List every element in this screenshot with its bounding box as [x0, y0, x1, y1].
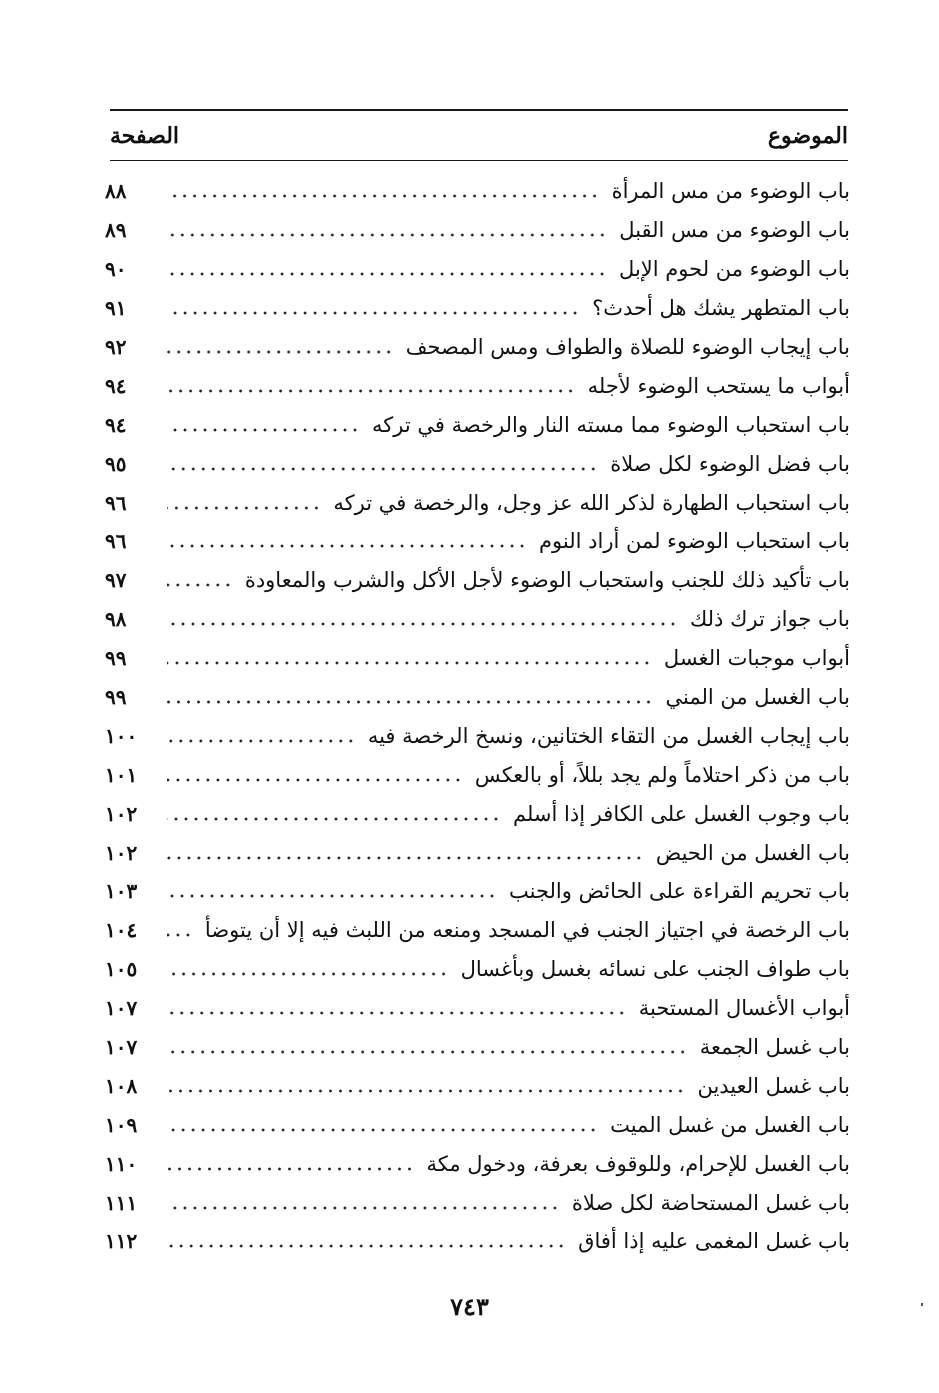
toc-entry-title: باب المتطهر يشك هل أحدث؟ [592, 296, 850, 321]
toc-entry-page: ١٠٥ [105, 957, 138, 982]
toc-entry-page: ٩٤ [105, 412, 127, 437]
toc-entry-page: ٨٨ [105, 179, 127, 204]
dot-leader [167, 932, 193, 938]
toc-entry-title: باب الرخصة في اجتياز الجنب في المسجد ومنعه من اللبث فيه إلا أن يتوضأ [204, 918, 850, 943]
toc-entry [105, 1144, 850, 1183]
table-header [110, 118, 848, 154]
toc-entry [105, 639, 850, 678]
toc-entry [105, 289, 850, 328]
dot-leader [167, 971, 449, 977]
toc-entry-title: باب الغسل من المني [665, 685, 850, 710]
toc-entry [105, 522, 850, 561]
toc-entry [105, 1105, 850, 1144]
dot-leader [167, 738, 356, 744]
toc-entry [105, 1183, 850, 1222]
toc-entry-page: ٩٤ [105, 373, 127, 398]
toc-entry [105, 172, 850, 211]
page-number: ٧٤٣ [450, 1292, 489, 1321]
toc-entry [105, 833, 850, 872]
dot-leader [167, 1166, 415, 1172]
toc-entry-page: ٩٩ [105, 685, 127, 710]
toc-entry [105, 405, 850, 444]
dot-leader [167, 193, 600, 199]
toc-entry [105, 911, 850, 950]
dot-leader [167, 543, 527, 549]
dot-leader [167, 1243, 566, 1249]
dot-leader [167, 1049, 688, 1055]
toc-entry-page: ١٠٧ [105, 1035, 138, 1060]
toc-entry-page: ١٠٧ [105, 996, 138, 1021]
toc-entry [105, 561, 850, 600]
toc-entry-page: ٩٨ [105, 607, 127, 632]
toc-entry [105, 1028, 850, 1067]
toc-entry-page: ٩١ [105, 296, 127, 321]
toc-entry-page: ١٠٢ [105, 801, 138, 826]
toc-entry-title: أبواب ما يستحب الوضوء لأجله [587, 373, 850, 398]
toc-entry [105, 716, 850, 755]
toc-entry-title: باب طواف الجنب على نسائه بغسل وبأغسال [460, 957, 850, 982]
dot-leader [167, 660, 652, 666]
toc-entry-page: ١١٢ [105, 1229, 138, 1254]
toc-entry-title: باب غسل العيدين [697, 1073, 850, 1098]
toc-entry-page: ٨٩ [105, 218, 127, 243]
toc-entry-page: ١١١ [105, 1190, 138, 1215]
toc-entry-title: باب غسل المستحاضة لكل صلاة [571, 1190, 850, 1215]
dot-leader [167, 388, 576, 394]
dot-leader [167, 1205, 560, 1211]
dot-leader [167, 1127, 598, 1133]
toc-entry-title: باب غسل المغمى عليه إذا أفاق [578, 1229, 850, 1254]
toc-entry [105, 872, 850, 911]
toc-entry [105, 794, 850, 833]
toc-entry [105, 600, 850, 639]
toc-entry-title: باب إيجاب الوضوء للصلاة والطواف ومس المصحف [405, 335, 850, 359]
toc-entry [105, 1066, 850, 1105]
page-column-label: الصفحة [110, 123, 180, 149]
toc-entry-title: أبواب الأغسال المستحبة [638, 996, 850, 1021]
dot-leader [167, 427, 360, 433]
dot-leader [167, 855, 644, 861]
dot-leader [167, 816, 501, 822]
toc-entry-title: باب تحريم القراءة على الحائض والجنب [509, 879, 850, 904]
toc-entry-page: ٩٥ [105, 451, 127, 476]
scan-speck [921, 1303, 923, 1306]
toc-entry-page: ١٠٣ [105, 879, 138, 904]
toc-entry-page: ٩٢ [105, 335, 127, 359]
toc-entry-title: باب غسل الجمعة [699, 1035, 850, 1060]
dot-leader [167, 349, 394, 355]
toc-entry-title: باب استحباب الطهارة لذكر الله عز وجل، والرخصة في تركه [333, 490, 850, 515]
toc-entry-page: ١٠٤ [105, 918, 138, 943]
toc-entry-title: باب جواز ترك ذلك [689, 607, 850, 632]
toc-entry-title: باب الوضوء من مس القبل [619, 218, 850, 243]
toc-entry-title: باب استحباب الوضوء مما مسته النار والرخصة في تركه [372, 412, 850, 437]
toc-entry-page: ٩٩ [105, 646, 127, 671]
dot-leader [167, 777, 463, 783]
dot-leader [167, 505, 321, 511]
dot-leader [167, 1088, 685, 1094]
toc-entry-page: ٩٦ [105, 529, 127, 554]
toc-entry-title: باب فضل الوضوء لكل صلاة [610, 451, 850, 476]
toc-entry-title: باب الغسل للإحرام، وللوقوف بعرفة، ودخول مكة [426, 1151, 850, 1176]
dot-leader [167, 232, 607, 238]
toc-entry [105, 211, 850, 250]
top-rule [110, 109, 848, 111]
header-rule [110, 160, 848, 161]
toc-entry [105, 950, 850, 989]
toc-entry-title: باب الوضوء من لحوم الإبل [619, 257, 850, 282]
toc-entry-page: ١٠٨ [105, 1073, 138, 1098]
dot-leader [167, 582, 233, 588]
toc-entry-page: ٩٠ [105, 257, 127, 282]
dot-leader [167, 1010, 627, 1016]
toc-entry-page: ١٠٢ [105, 840, 138, 865]
toc-entry [105, 250, 850, 289]
toc-entry [105, 328, 850, 367]
toc-entry-title: باب إيجاب الغسل من التقاء الختانين، ونسخ الرخصة فيه [367, 723, 850, 748]
toc-entry-title: باب وجوب الغسل على الكافر إذا أسلم [512, 801, 850, 826]
dot-leader [167, 310, 580, 316]
toc-entry [105, 444, 850, 483]
toc-entry-page: ١٠١ [105, 762, 138, 787]
dot-leader [167, 271, 607, 277]
dot-leader [167, 466, 598, 472]
toc-entry-page: ١٠٩ [105, 1112, 138, 1137]
toc-entry-page: ١٠٠ [105, 723, 138, 748]
toc-entry-title: باب من ذكر احتلاماً ولم يجد بللاً، أو بالعكس [474, 762, 850, 787]
toc-entry [105, 989, 850, 1028]
dot-leader [167, 893, 497, 899]
toc-entry-title: باب الغسل من غسل الميت [610, 1112, 850, 1137]
table-of-contents [105, 172, 850, 1261]
toc-entry [105, 483, 850, 522]
subject-column-label: الموضوع [767, 123, 848, 149]
toc-entry-title: باب تأكيد ذلك للجنب واستحباب الوضوء لأجل الأكل والشرب والمعاودة [244, 568, 850, 593]
toc-entry-title: باب استحباب الوضوء لمن أراد النوم [539, 529, 850, 554]
toc-entry-title: باب الوضوء من مس المرأة [611, 179, 850, 204]
toc-entry-title: باب الغسل من الحيض [655, 840, 850, 865]
toc-entry [105, 755, 850, 794]
toc-entry [105, 1222, 850, 1261]
toc-entry-page: ٩٦ [105, 490, 127, 515]
dot-leader [167, 621, 678, 627]
toc-entry [105, 678, 850, 717]
toc-entry-page: ٩٧ [105, 568, 127, 593]
toc-entry-page: ١١٠ [105, 1151, 138, 1176]
dot-leader [167, 699, 654, 705]
toc-entry-title: أبواب موجبات الغسل [663, 646, 850, 671]
toc-entry [105, 366, 850, 405]
